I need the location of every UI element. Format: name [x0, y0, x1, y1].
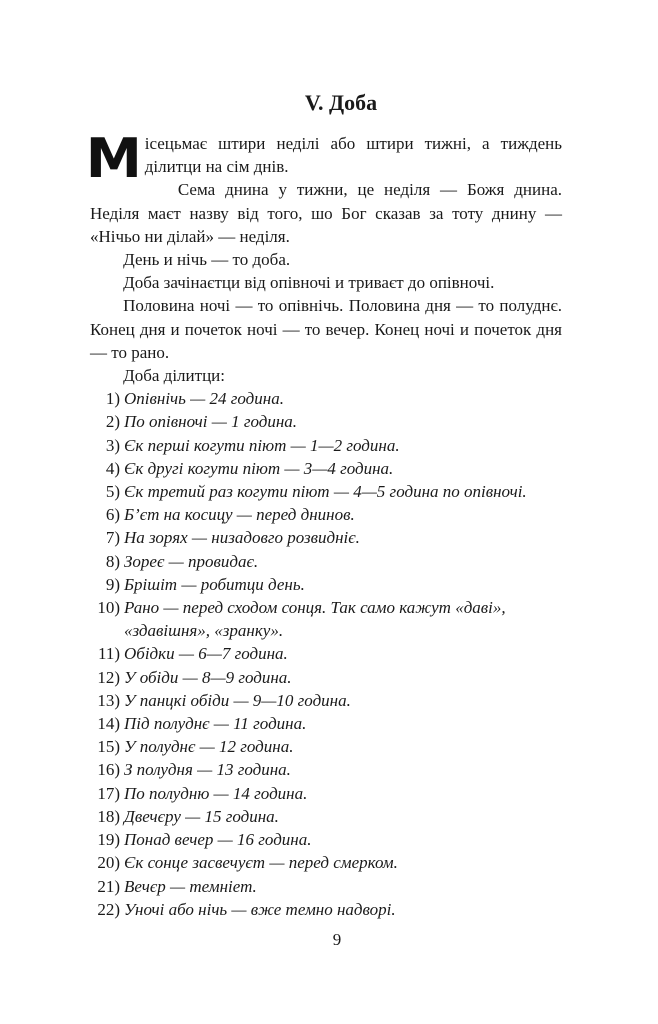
chapter-title: V. Доба — [304, 90, 378, 115]
list-item — [90, 851, 562, 874]
list-item-number: 7) — [105, 528, 120, 548]
list-item-text: Зореє — провидає. — [124, 551, 259, 571]
list-item — [90, 758, 562, 781]
list-item — [90, 457, 562, 480]
list-item-number: 20) — [97, 853, 120, 873]
list-item-text: З полудня — 13 година. — [124, 760, 291, 780]
list-item-number: 11) — [97, 644, 120, 664]
paragraph-1-text: ісецьмає штири неділі або штири тижні, а тиждень ділитци на сім днів. — [144, 134, 562, 177]
list-item — [90, 387, 562, 410]
list-item — [90, 712, 562, 735]
list-item-text: У полуднє — 12 година. — [124, 737, 294, 757]
list-item-number: 18) — [97, 806, 120, 826]
day-parts-list — [90, 387, 562, 921]
list-item-number: 14) — [97, 714, 120, 734]
list-item-text: Єк другі когути піют — 3—4 година. — [124, 458, 394, 478]
list-item-text: У панцкі обіди — 9—10 година. — [124, 690, 351, 710]
list-item — [90, 573, 562, 596]
list-item-number: 6) — [105, 505, 120, 525]
list-item-text: У обіди — 8—9 година. — [124, 667, 292, 687]
list-item — [90, 735, 562, 758]
list-item-number: 1) — [105, 389, 120, 409]
list-item — [90, 782, 562, 805]
list-item-number: 21) — [97, 876, 120, 896]
list-item-number: 4) — [105, 458, 120, 478]
list-item-text: Вечєр — темніет. — [124, 876, 257, 896]
list-item-text: Опівнічь — 24 година. — [124, 389, 284, 409]
list-item-text: Під полуднє — 11 година. — [124, 714, 307, 734]
list-item — [90, 828, 562, 851]
list-item — [90, 434, 562, 457]
list-item-text: По опівночі — 1 година. — [124, 412, 298, 432]
list-item-number: 22) — [97, 899, 120, 919]
list-item-number: 2) — [105, 412, 120, 432]
list-item-number: 3) — [105, 435, 120, 455]
list-item — [90, 642, 562, 665]
paragraph-1 — [85, 127, 562, 190]
list-item-number: 9) — [105, 574, 120, 594]
list-item-number: 19) — [97, 830, 120, 850]
list-item-number: 8) — [105, 551, 120, 571]
list-item-text: Обідки — 6—7 година. — [124, 644, 288, 664]
list-item — [90, 550, 562, 573]
list-item-number: 16) — [97, 760, 120, 780]
list-item-text: Б’єт на косицу — перед днинов. — [124, 505, 355, 525]
paragraph-2: Сема днина у тижни, це неділя — Божя днина. Неділя маєт назву від того, шо Бог сказав за тоту днину — «Нічьо ни ділай» — неділя. — [90, 180, 562, 246]
list-item-text: По полудню — 14 година. — [124, 783, 308, 803]
list-item-number: 13) — [97, 690, 120, 710]
list-item-text: Рано — перед сходом сонця. Так само кажут «даві», «здавішня», «зранку». — [124, 598, 506, 641]
list-item-text: Двечєру — 15 година. — [124, 806, 279, 826]
list-item-number: 10) — [97, 598, 120, 618]
list-item — [90, 480, 562, 503]
list-item-text: Брішіт — робитци день. — [124, 574, 305, 594]
page-number: 9 — [332, 930, 342, 949]
paragraph-5: Половина ночі — то опівнічь. Половина дня — то полуднє. Конец дня и почеток ночі — то вечер. Конец ночі и почеток дня — то рано. — [90, 296, 562, 362]
drop-cap: М — [85, 127, 143, 190]
paragraph-6: Доба ділитци: — [123, 366, 225, 386]
list-item — [90, 689, 562, 712]
list-item — [90, 898, 562, 921]
list-item-number: 12) — [97, 667, 120, 687]
list-item-number: 5) — [105, 482, 120, 502]
list-item — [90, 596, 562, 642]
book-page — [85, 88, 562, 921]
list-item — [90, 666, 562, 689]
paragraph-4: Доба зачінаєтци від опівночі и триваєт до опівночі. — [123, 273, 495, 293]
list-item — [90, 410, 562, 433]
list-item — [90, 875, 562, 898]
list-item-text: Єк сонце засвечуєт — перед смерком. — [124, 853, 398, 873]
list-item — [90, 805, 562, 828]
list-item-text: На зорях — низадовго розвиднiє. — [124, 528, 360, 548]
list-item — [90, 503, 562, 526]
list-item-text: Єк перші когути піют — 1—2 година. — [124, 435, 400, 455]
list-item-text: Уночі або нічь — вже темно надворі. — [124, 899, 396, 919]
list-item-text: Єк третий раз когути піют — 4—5 година по опівночі. — [124, 482, 527, 502]
list-item-text: Понад вечер — 16 година. — [124, 830, 312, 850]
list-item-number: 15) — [97, 737, 120, 757]
list-item-number: 17) — [97, 783, 120, 803]
list-item — [90, 526, 562, 549]
paragraph-3: День и нічь — то доба. — [123, 250, 291, 270]
